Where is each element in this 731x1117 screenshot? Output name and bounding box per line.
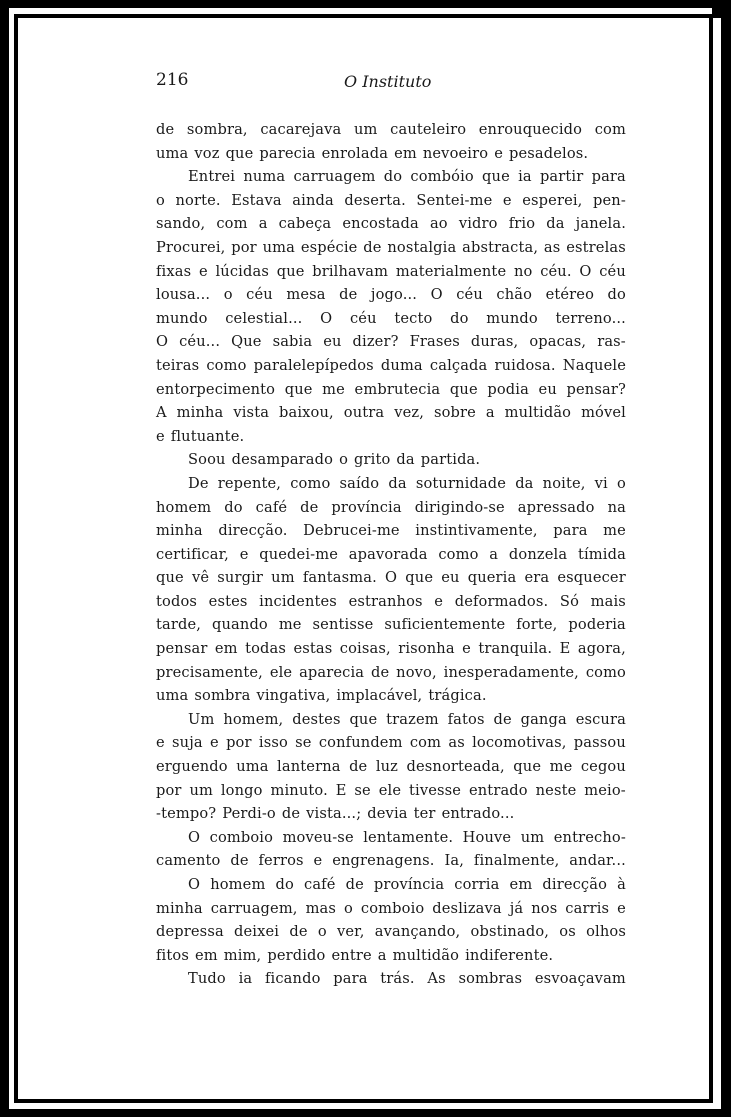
text-line: sando, com a cabeça encostada ao vidro frio da janela. [156,215,626,233]
text-line: e suja e por isso se confundem com as locomotivas, passou [156,734,626,752]
text-line: -tempo? Perdi-o de vista...; devia ter entrado... [156,805,515,823]
text-line: mundo celestial... O céu tecto do mundo terreno... [156,309,626,327]
text-line: Soou desamparado o grito da partida. [188,451,481,469]
text-line: homem do café de província dirigindo-se apressado na [156,498,626,516]
text-line: entorpecimento que me embrutecia que podia eu pensar? [156,380,626,398]
text-line: uma sombra vingativa, implacável, trágica. [156,687,487,705]
scan-border-bottom [0,1109,731,1117]
text-line: o norte. Estava ainda deserta. Sentei-me e esperei, pen- [156,191,626,209]
text-line: e flutuante. [156,427,245,445]
text-line: pensar em todas estas coisas, risonha e tranquila. E agora, [156,640,626,658]
text-line: O homem do café de província corria em direcção à [188,876,626,893]
text-line: minha carruagem, mas o comboio deslizava já nos carris e [156,899,626,917]
body-text [156,118,626,991]
scan-border-left [0,0,9,1117]
text-line: depressa deixei de o ver, avançando, obstinado, os olhos [156,923,626,941]
text-line: tarde, quando me sentisse suficientemente forte, poderia [156,616,626,634]
text-line: minha direcção. Debrucei-me instintivamente, para me [156,522,626,540]
text-line: Tudo ia ficando para trás. As sombras esvoaçavam [188,970,626,988]
scan-inner-border-right [709,14,713,1103]
text-line: erguendo uma lanterna de luz desnorteada, que me cegou [156,758,626,776]
scan-corner-notch [712,0,731,18]
running-title: O Instituto [344,72,432,91]
text-line: precisamente, ele aparecia de novo, inesperadamente, como [156,663,626,681]
text-line: De repente, como saído da soturnidade da noite, vi o [188,474,626,492]
scan-inner-border-left [14,14,18,1103]
scan-border-right [721,0,731,1117]
text-line: certificar, e quedei-me apavorada como a donzela tímida [156,545,626,563]
text-line: lousa... o céu mesa de jogo... O céu chão etéreo do [156,286,626,304]
scan-inner-border-bottom [14,1099,712,1103]
text-line: camento de ferros e engrenagens. Ia, finalmente, andar... [156,852,626,870]
text-line: que vê surgir um fantasma. O que eu queria era esquecer [156,569,626,587]
text-line: teiras como paralelepípedos duma calçada ruidosa. Naquele [156,356,626,374]
text-line: O comboio moveu-se lentamente. Houve um entrecho- [188,828,626,846]
text-line: fitos em mim, perdido entre a multidão indiferente. [156,946,554,964]
scan-border-top [0,0,731,8]
scan-inner-border-top [14,14,712,18]
text-line: O céu... Que sabia eu dizer? Frases duras, opacas, ras- [156,333,626,351]
text-line: Procurei, por uma espécie de nostalgia abstracta, as estrelas [156,238,626,256]
text-line: todos estes incidentes estranhos e deformados. Só mais [156,592,626,610]
text-line: por um longo minuto. E se ele tivesse entrado neste meio- [156,781,626,799]
text-line: A minha vista baixou, outra vez, sobre a multidão móvel [156,404,626,422]
text-line: fixas e lúcidas que brilhavam materialmente no céu. O céu [156,262,626,280]
page-number: 216 [156,70,189,90]
text-line: Entrei numa carruagem do combóio que ia partir para [188,168,626,186]
text-line: de sombra, cacarejava um cauteleiro enrouquecido com [156,121,626,138]
text-line: Um homem, destes que trazem fatos de ganga escura [188,710,626,728]
text-line: uma voz que parecia enrolada em nevoeiro e pesadelos. [156,144,589,162]
